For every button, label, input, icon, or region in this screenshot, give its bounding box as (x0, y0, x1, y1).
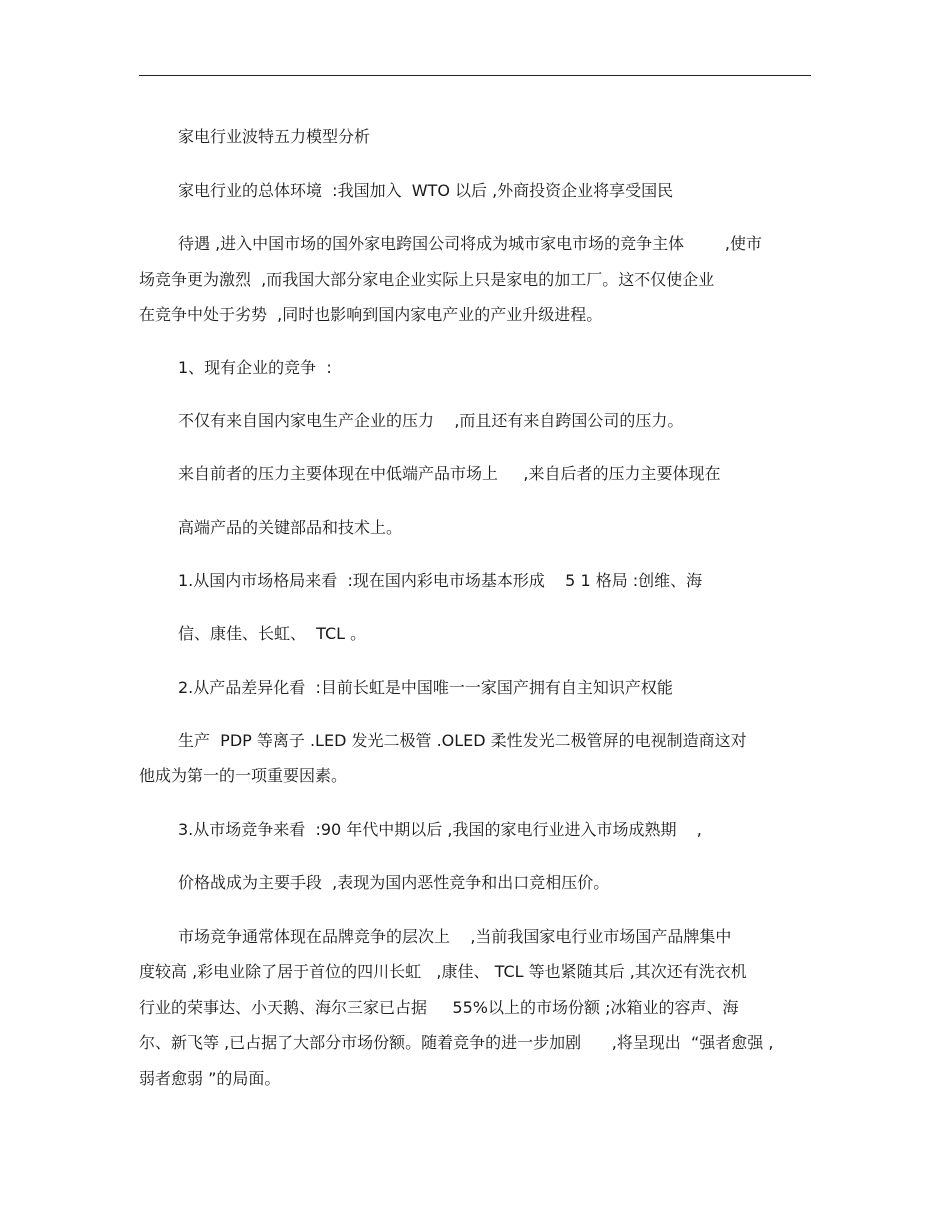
paragraph-line: 家电行业的总体环境 :我国加入 WTO 以后 ,外商投资企业将享受国民 (178, 181, 674, 200)
paragraph-line: 弱者愈弱 ”的局面。 (139, 1069, 281, 1088)
paragraph-line: 场竞争更为激烈 ,而我国大部分家电企业实际上只是家电的加工厂。这不仅使企业 (139, 270, 715, 289)
paragraph-line: 价格战成为主要手段 ,表现为国内恶性竞争和出口竞相压价。 (178, 873, 610, 892)
paragraph-line: 市场竞争通常体现在品牌竞争的层次上 ,当前我国家电行业市场国产品牌集中 (178, 927, 732, 946)
paragraph-line: 信、康佳、长虹、 TCL 。 (178, 624, 367, 643)
paragraph-line: 生产 PDP 等离子 .LED 发光二极管 .OLED 柔性发光二极管屏的电视制造商这对 (178, 731, 747, 750)
section-heading: 1、现有企业的竞争 : (178, 358, 332, 377)
paragraph-line: 尔、新飞等 ,已占据了大部分市场份额。随着竞争的进一步加剧 ,将呈现出 “强者愈强 , (139, 1033, 774, 1052)
paragraph-line: 1.从国内市场格局来看 :现在国内彩电市场基本形成 5 1 格局 :创维、海 (178, 571, 703, 590)
paragraph-line: 待遇 ,进入中国市场的国外家电跨国公司将成为城市家电市场的竞争主体 ,使市 (178, 234, 762, 253)
paragraph-line: 在竞争中处于劣势 ,同时也影响到国内家电产业的产业升级进程。 (139, 305, 603, 324)
paragraph-line: 高端产品的关键部品和技术上。 (178, 518, 403, 537)
paragraph-line: 行业的荣事达、小天鹅、海尔三家已占据 55%以上的市场份额 ;冰箱业的容声、海 (139, 998, 739, 1017)
paragraph-line: 他成为第一的一项重要因素。 (139, 766, 348, 785)
paragraph-line: 度较高 ,彩电业除了居于首位的四川长虹 ,康佳、 TCL 等也紧随其后 ,其次还有洗衣机 (139, 962, 747, 981)
paragraph-line: 不仅有来自国内家电生产企业的压力 ,而且还有来自跨国公司的压力。 (178, 411, 684, 430)
document-title: 家电行业波特五力模型分析 (178, 127, 371, 146)
paragraph-line: 3.从市场竞争来看 :90 年代中期以后 ,我国的家电行业进入市场成熟期 , (178, 820, 702, 839)
paragraph-line: 2.从产品差异化看 :目前长虹是中国唯一一家国产拥有自主知识产权能 (178, 678, 673, 697)
paragraph-line: 来自前者的压力主要体现在中低端产品市场上 ,来自后者的压力主要体现在 (178, 464, 721, 483)
header-rule (139, 75, 811, 76)
